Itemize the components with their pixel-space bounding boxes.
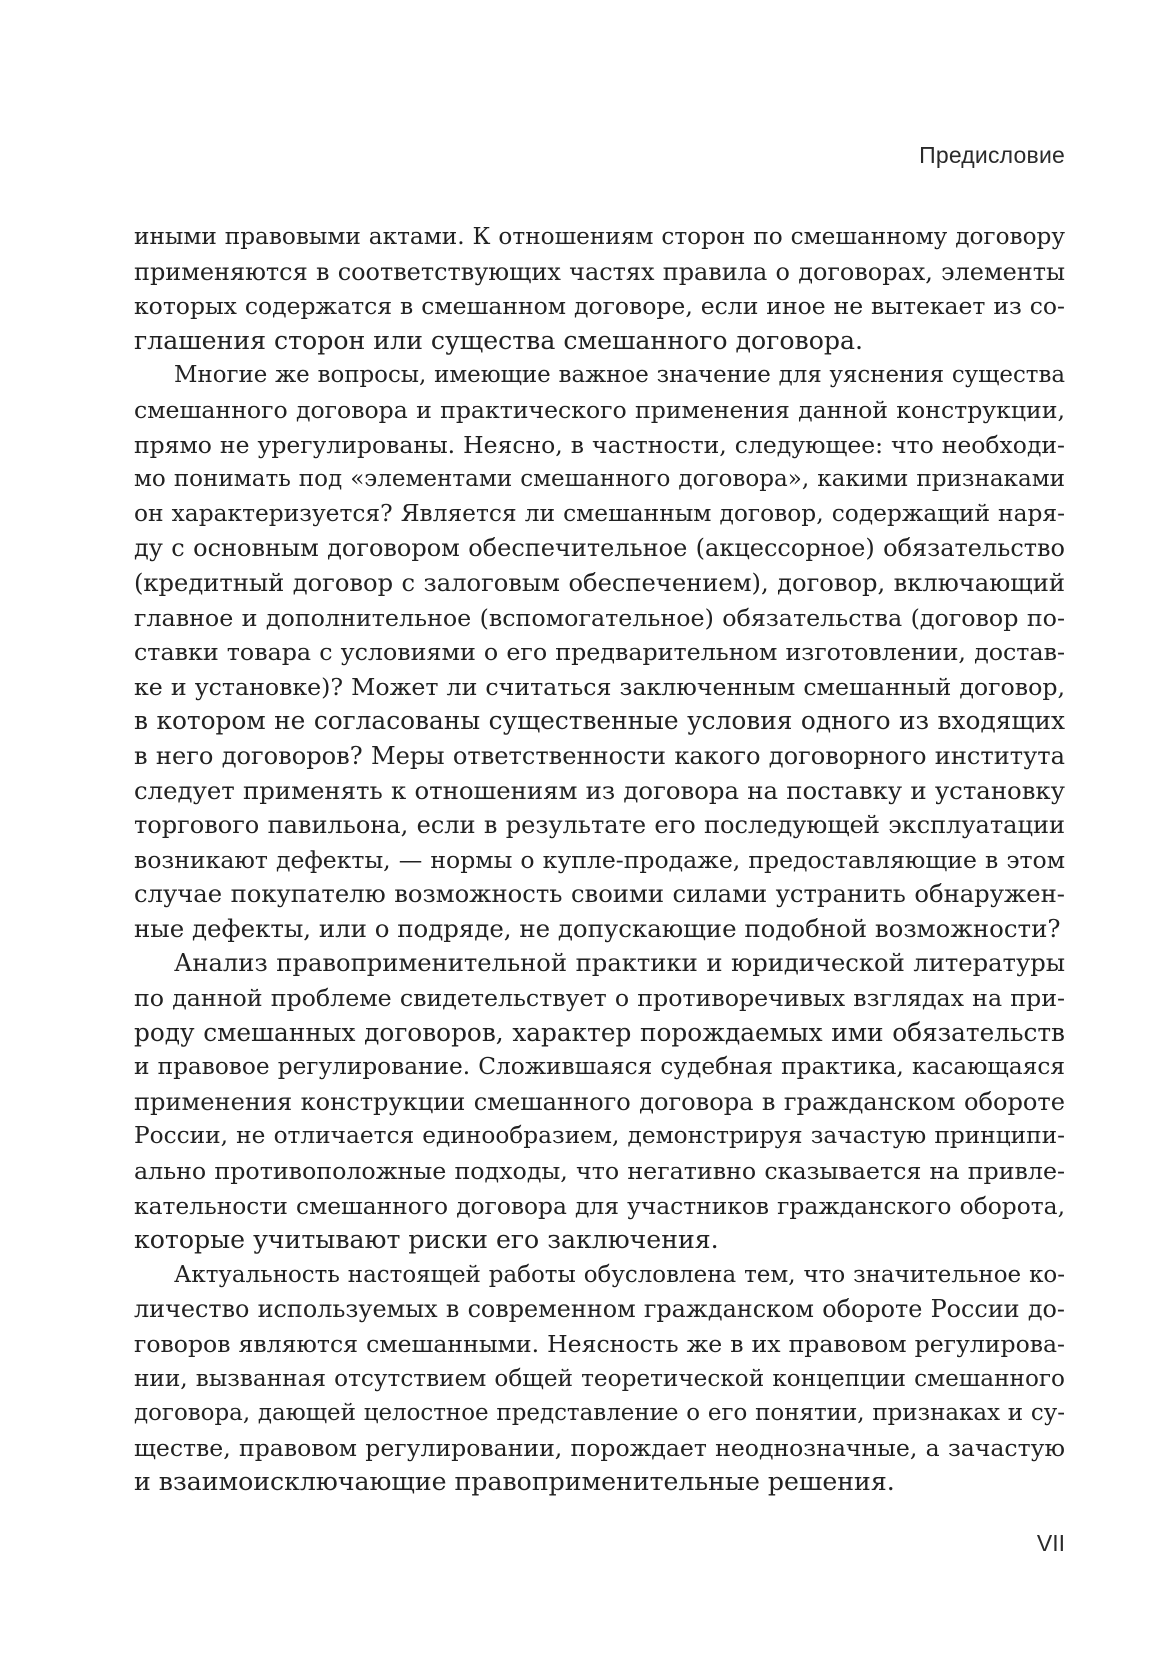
text-line: главное и дополнительное (вспомогательное) обязательства (договор по-: [134, 603, 1065, 632]
text-line: глашения сторон или существа смешанного договора.: [134, 325, 864, 355]
text-line: торгового павильона, если в результате его последующей эксплуатации: [134, 811, 1065, 840]
text-line: следует применять к отношениям из договора на поставку и установку: [134, 775, 1065, 805]
text-line: ставки товара с условиями о его предварительном изготовлении, достав-: [134, 638, 1065, 667]
text-line: ду с основным договором обеспечительное (акцессорное) обязательство: [134, 534, 1065, 563]
text-line: ществе, правовом регулировании, порождает неоднозначные, а зачастую: [134, 1433, 1065, 1462]
text-line: и взаимоисключающие правоприменительные решения.: [134, 1467, 895, 1497]
text-line: Многие же вопросы, имеющие важное значение для уяснения существа: [174, 362, 1065, 389]
text-line: применяются в соответствующих частях правила о договорах, элементы: [134, 257, 1065, 286]
text-line: ные дефекты, или о подряде, не допускающие подобной возможности?: [134, 913, 1061, 943]
text-line: иными правовыми актами. К отношениям сторон по смешанному договору: [134, 223, 1065, 250]
text-line: кательности смешанного договора для участников гражданского оборота,: [134, 1191, 1065, 1220]
text-line: случае покупателю возможность своими силами устранить обнаружен-: [134, 879, 1065, 909]
paragraph-4: [134, 1258, 1065, 1500]
text-line: в котором не согласованы существенные условия одного из входящих: [134, 706, 1065, 736]
paragraph-3: [134, 946, 1065, 1257]
text-line: по данной проблеме свидетельствует о противоречивых взглядах на при-: [134, 984, 1065, 1013]
text-line: возникают дефекты, — нормы о купле-продаже, предоставляющие в этом: [134, 845, 1065, 874]
text-line: России, не отличается единообразием, демонстрируя зачастую принципи-: [134, 1122, 1065, 1150]
text-line: смешанного договора и практического применения данной конструкции,: [134, 395, 1065, 424]
text-line: которые учитывают риски его заключения.: [134, 1225, 719, 1255]
text-line: он характеризуется? Является ли смешанным договор, содержащий наря-: [134, 499, 1065, 527]
running-header-title: Предисловие: [919, 142, 1065, 168]
text-line: Анализ правоприменительной практики и юридической литературы: [174, 949, 1065, 978]
text-line: применения конструкции смешанного договора в гражданском обороте: [134, 1087, 1065, 1116]
text-line: в него договоров? Меры ответственности какого договорного института: [134, 741, 1065, 770]
text-line: ке и установке)? Может ли считаться заключенным смешанный договор,: [134, 672, 1065, 701]
text-line: Актуальность настоящей работы обусловлена тем, что значительное ко-: [174, 1261, 1065, 1288]
text-line: роду смешанных договоров, характер порождаемых ими обязательств: [134, 1017, 1065, 1047]
text-line: мо понимать под «элементами смешанного договора», какими признаками: [134, 466, 1065, 493]
text-line: договора, дающей целостное представление о его понятии, признаках и су-: [134, 1400, 1065, 1427]
text-line: нии, вызванная отсутствием общей теоретической концепции смешанного: [134, 1365, 1065, 1392]
text-line: ально противоположные подходы, что негативно сказывается на привле-: [134, 1157, 1065, 1186]
page-number: VII: [1036, 1530, 1065, 1556]
body-text: [134, 220, 1065, 1500]
text-line: прямо не урегулированы. Неясно, в частности, следующее: что необходи-: [134, 430, 1065, 459]
text-line: личество используемых в современном гражданском обороте России до-: [134, 1295, 1065, 1324]
text-line: говоров являются смешанными. Неясность же в их правовом регулирова-: [134, 1330, 1065, 1358]
text-line: которых содержатся в смешанном договоре, если иное не вытекает из со-: [134, 292, 1065, 321]
paragraph-2: [134, 358, 1065, 946]
text-line: (кредитный договор с залоговым обеспечением), договор, включающий: [134, 568, 1065, 597]
text-line: и правовое регулирование. Сложившаяся судебная практика, касающаяся: [134, 1053, 1065, 1081]
paragraph-1: [134, 220, 1065, 358]
